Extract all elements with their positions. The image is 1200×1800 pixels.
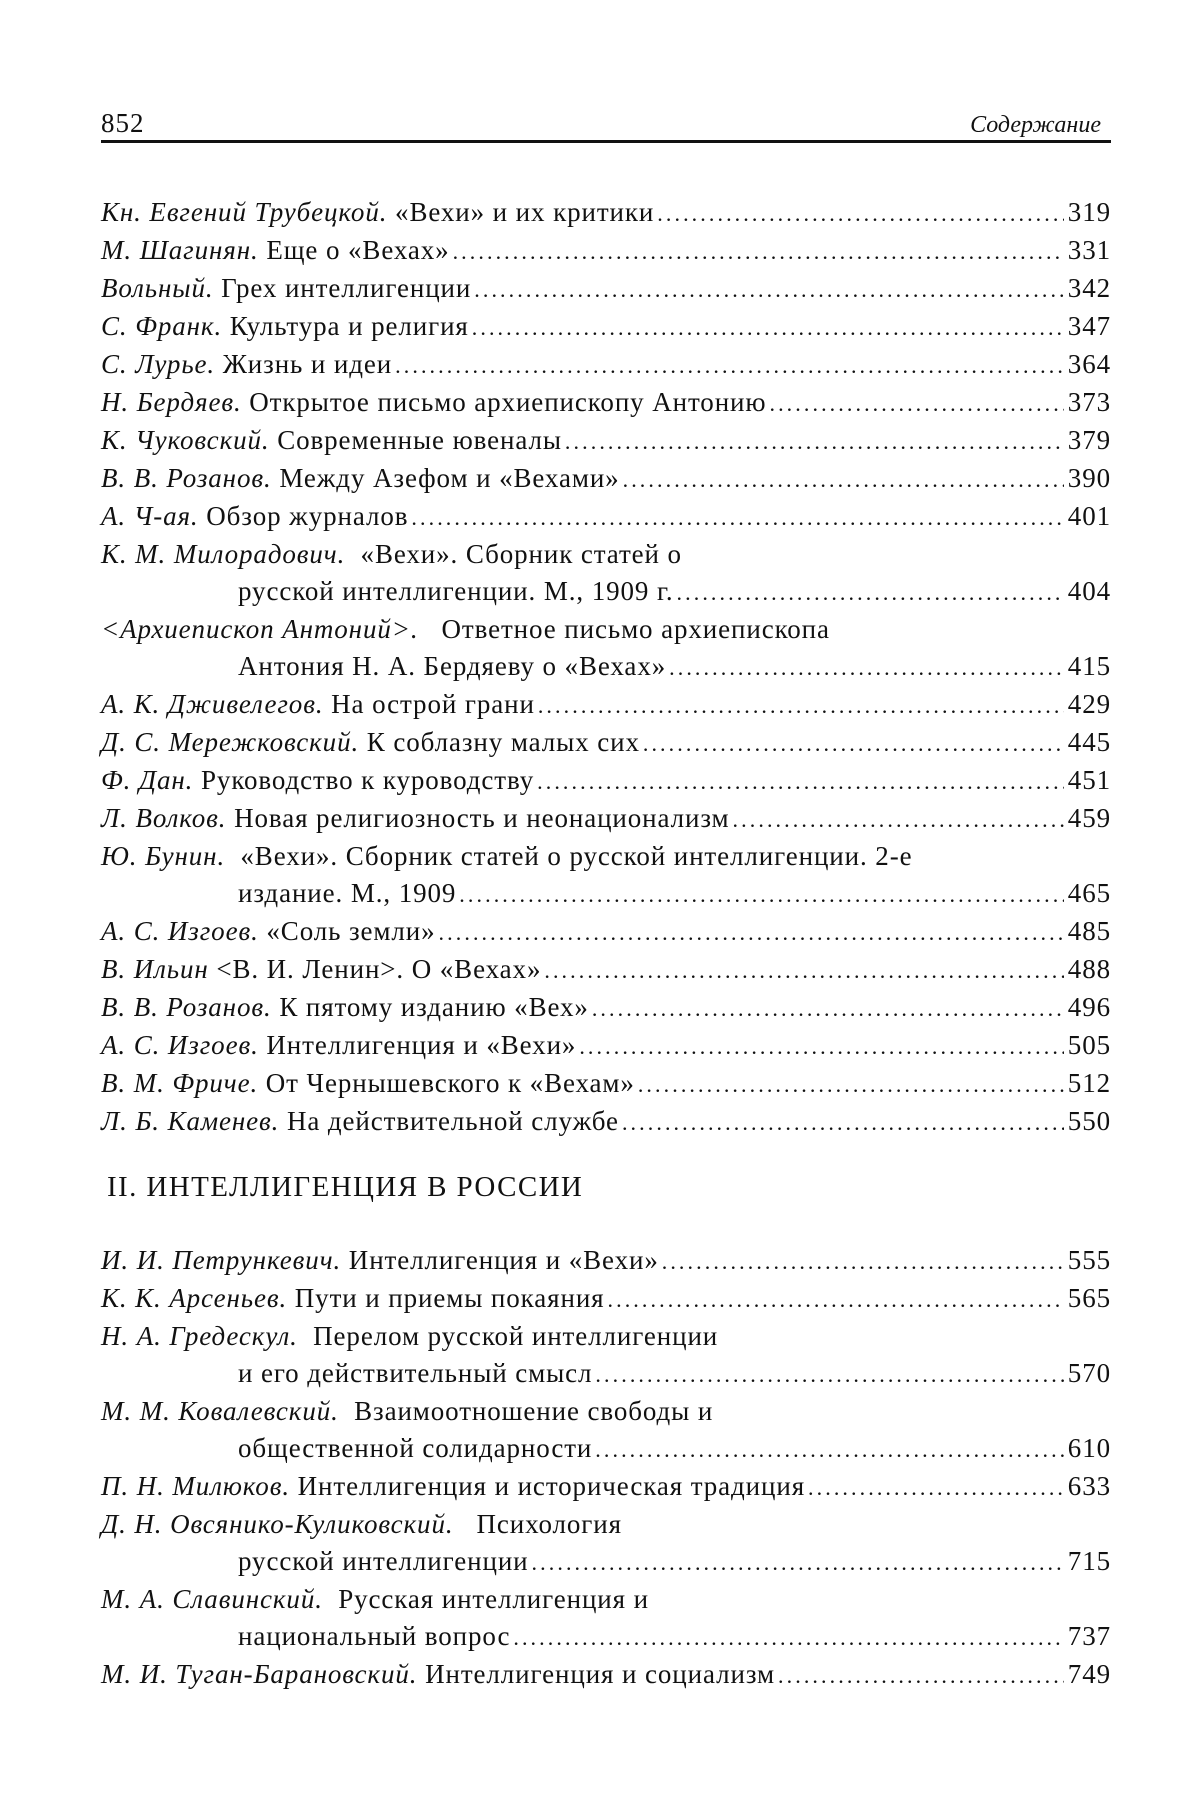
toc-entry[interactable] (101, 1581, 1111, 1656)
leader-dots (657, 195, 1064, 232)
entry-page: 379 (1067, 425, 1111, 455)
entry-page: 488 (1067, 954, 1111, 984)
entry-author: Ю. Бунин. (101, 841, 226, 871)
entry-title: «Соль земли» (266, 916, 436, 946)
entry-author: Ф. Дан. (101, 765, 194, 795)
leader-dots (565, 423, 1064, 460)
entry-page: 331 (1067, 235, 1111, 265)
entry-page: 390 (1067, 463, 1111, 493)
leader-dots (662, 1243, 1064, 1280)
entry-author: А. С. Изгоев. (101, 916, 259, 946)
toc-entry[interactable] (101, 762, 1111, 800)
toc-entry[interactable] (101, 232, 1111, 270)
toc-entry[interactable] (101, 1468, 1111, 1506)
entry-title: Ответное письмо архиепископа (441, 614, 830, 644)
leader-dots (778, 1657, 1064, 1694)
leader-dots (595, 1356, 1063, 1393)
toc-entry[interactable] (101, 1103, 1111, 1141)
entry-author: В. В. Розанов. (101, 463, 272, 493)
entry-page: 570 (1067, 1358, 1111, 1388)
leader-dots (411, 499, 1063, 536)
entry-author: Л. Волков. (101, 803, 227, 833)
entry-author: Кн. Евгений Трубецкой. (101, 197, 388, 227)
toc-entry[interactable] (101, 951, 1111, 989)
entry-page: 512 (1067, 1068, 1111, 1098)
entry-title: Пути и приемы покаяния (294, 1283, 605, 1313)
toc-entry[interactable] (101, 1656, 1111, 1694)
entry-author: М. М. Ковалевский. (101, 1396, 339, 1426)
entry-author: С. Лурье. (101, 349, 216, 379)
entry-title: Перелом русской интеллигенции (313, 1321, 719, 1351)
entry-author: Д. Н. Овсянико-Куликовский. (101, 1509, 454, 1539)
entry-author: Д. С. Мережковский. (101, 727, 360, 757)
leader-dots (608, 1281, 1064, 1318)
entry-page: 319 (1067, 197, 1111, 227)
leader-dots (538, 687, 1064, 724)
leader-dots (474, 271, 1064, 308)
leader-dots (472, 309, 1064, 346)
toc-list-part-one (101, 194, 1111, 1141)
leader-dots (638, 1066, 1064, 1103)
leader-dots (579, 1028, 1063, 1065)
entry-title: На действительной службе (286, 1106, 619, 1136)
entry-title: Грех интеллигенции (221, 273, 472, 303)
toc-entry[interactable] (101, 1242, 1111, 1280)
entry-title: Взаимоотношение свободы и (354, 1396, 714, 1426)
toc-entry[interactable] (101, 838, 1111, 913)
toc-entry[interactable] (101, 686, 1111, 724)
toc-entry[interactable] (101, 1027, 1111, 1065)
leader-dots (622, 1104, 1064, 1141)
toc-entry[interactable] (101, 724, 1111, 762)
entry-title: Руководство к куроводству (201, 765, 535, 795)
leader-dots (453, 233, 1064, 270)
toc-list-part-two (101, 1242, 1111, 1694)
leader-dots (769, 385, 1063, 422)
leader-dots (532, 1544, 1064, 1581)
entry-title: Интеллигенция и социализм (425, 1659, 776, 1689)
entry-title: Культура и религия (229, 311, 469, 341)
entry-page: 749 (1067, 1659, 1111, 1689)
entry-title-continuation: общественной солидарности (238, 1433, 593, 1463)
entry-page: 415 (1067, 651, 1111, 681)
entry-page: 465 (1067, 878, 1111, 908)
entry-page: 373 (1067, 387, 1111, 417)
entry-title: От Чернышевского к «Вехам» (265, 1068, 635, 1098)
toc-entry[interactable] (101, 194, 1111, 232)
section-heading: II. ИНТЕЛЛИГЕНЦИЯ В РОССИИ (107, 1171, 584, 1203)
entry-title: Русская интеллигенция и (338, 1584, 649, 1614)
entry-page: 347 (1067, 311, 1111, 341)
leader-dots (513, 1619, 1063, 1656)
toc-entry[interactable] (101, 913, 1111, 951)
entry-page: 485 (1067, 916, 1111, 946)
entry-author: Л. Б. Каменев. (101, 1106, 280, 1136)
entry-page: 610 (1067, 1433, 1111, 1463)
entry-title: <В. И. Ленин>. О «Вехах» (216, 954, 542, 984)
entry-author: К. Чуковский. (101, 425, 270, 455)
toc-entry[interactable] (101, 384, 1111, 422)
leader-dots (459, 876, 1064, 913)
entry-page: 505 (1067, 1030, 1111, 1060)
header-rule (101, 140, 1111, 143)
entry-author: П. Н. Милюков. (101, 1471, 290, 1501)
entry-page: 364 (1067, 349, 1111, 379)
toc-entry[interactable] (101, 536, 1111, 611)
entry-page: 555 (1067, 1245, 1111, 1275)
entry-page: 459 (1067, 803, 1111, 833)
entry-page: 737 (1067, 1621, 1111, 1651)
entry-title: Интеллигенция и «Вехи» (348, 1245, 659, 1275)
entry-title-continuation: Антония Н. А. Бердяеву о «Вехах» (238, 651, 667, 681)
entry-page: 633 (1067, 1471, 1111, 1501)
entry-title-continuation: русской интеллигенции (238, 1546, 529, 1576)
entry-author: В. В. Розанов. (101, 992, 272, 1022)
entry-page: 445 (1067, 727, 1111, 757)
toc-entry[interactable] (101, 422, 1111, 460)
entry-page: 404 (1067, 576, 1111, 606)
entry-author: С. Франк. (101, 311, 223, 341)
entry-author: А. Ч-ая. (101, 501, 199, 531)
entry-title: Психология (476, 1509, 622, 1539)
running-head: Содержание (970, 112, 1101, 138)
entry-title: На острой грани (331, 689, 535, 719)
page-header (101, 104, 1111, 144)
entry-author: К. М. Милорадович. (101, 539, 346, 569)
entry-title: Интеллигенция и «Вехи» (266, 1030, 577, 1060)
entry-author: М. И. Туган-Барановский. (101, 1659, 418, 1689)
toc-entry[interactable] (101, 1318, 1111, 1393)
entry-title: Жизнь и идеи (222, 349, 393, 379)
entry-title: Новая религиозность и неонационализм (234, 803, 730, 833)
entry-author: К. К. Арсеньев. (101, 1283, 288, 1313)
toc-entry[interactable] (101, 460, 1111, 498)
entry-author: А. К. Дживелегов. (101, 689, 324, 719)
leader-dots (537, 763, 1064, 800)
entry-page: 565 (1067, 1283, 1111, 1313)
entry-author: А. С. Изгоев. (101, 1030, 259, 1060)
entry-title-continuation: издание. М., 1909 (238, 878, 457, 908)
entry-title: Еще о «Вехах» (266, 235, 450, 265)
leader-dots (623, 461, 1064, 498)
entry-title: Обзор журналов (206, 501, 409, 531)
leader-dots (643, 725, 1064, 762)
entry-title-continuation: национальный вопрос (238, 1621, 511, 1651)
entry-author: Вольный. (101, 273, 214, 303)
entry-title: Интеллигенция и историческая традиция (297, 1471, 806, 1501)
leader-dots (592, 990, 1064, 1027)
entry-title: Современные ювеналы (277, 425, 562, 455)
toc-entry[interactable] (101, 1506, 1111, 1581)
toc-entry[interactable] (101, 498, 1111, 536)
entry-page: 715 (1067, 1546, 1111, 1576)
entry-title: «Вехи». Сборник статей о русской интеллигенции. 2-е (240, 841, 913, 871)
entry-author: <Архиепископ Антоний>. (101, 614, 419, 644)
entry-page: 429 (1067, 689, 1111, 719)
toc-entry[interactable] (101, 989, 1111, 1027)
entry-title-continuation: русской интеллигенции. М., 1909 г. (238, 576, 674, 606)
leader-dots (395, 347, 1064, 384)
entry-author: Н. А. Гредескул. (101, 1321, 298, 1351)
page-number: 852 (101, 108, 145, 138)
entry-title-continuation: и его действительный смысл (238, 1358, 593, 1388)
leader-dots (544, 952, 1063, 989)
entry-author: В. Ильин (101, 954, 209, 984)
toc-entry[interactable] (101, 270, 1111, 308)
leader-dots (808, 1469, 1064, 1506)
entry-title: Открытое письмо архиепископу Антонию (249, 387, 767, 417)
toc-entry[interactable] (101, 1280, 1111, 1318)
entry-title: «Вехи». Сборник статей о (360, 539, 682, 569)
leader-dots (595, 1431, 1064, 1468)
toc-entry[interactable] (101, 1393, 1111, 1468)
entry-page: 451 (1067, 765, 1111, 795)
leader-dots (733, 801, 1064, 838)
entry-author: Н. Бердяев. (101, 387, 242, 417)
leader-dots (677, 574, 1064, 611)
entry-author: И. И. Петрункевич. (101, 1245, 342, 1275)
entry-title: «Вехи» и их критики (395, 197, 655, 227)
entry-author: М. А. Славинский. (101, 1584, 323, 1614)
toc-entry[interactable] (101, 800, 1111, 838)
toc-entry[interactable] (101, 346, 1111, 384)
entry-page: 401 (1067, 501, 1111, 531)
toc-entry[interactable] (101, 308, 1111, 346)
leader-dots (669, 649, 1064, 686)
entry-author: В. М. Фриче. (101, 1068, 259, 1098)
entry-author: М. Шагинян. (101, 235, 259, 265)
entry-title: К пятому изданию «Вех» (279, 992, 589, 1022)
entry-page: 342 (1067, 273, 1111, 303)
entry-page: 550 (1067, 1106, 1111, 1136)
entry-title: К соблазну малых сих (366, 727, 640, 757)
toc-entry[interactable] (101, 1065, 1111, 1103)
toc-entry[interactable] (101, 611, 1111, 686)
leader-dots (439, 914, 1064, 951)
entry-title: Между Азефом и «Вехами» (279, 463, 620, 493)
entry-page: 496 (1067, 992, 1111, 1022)
